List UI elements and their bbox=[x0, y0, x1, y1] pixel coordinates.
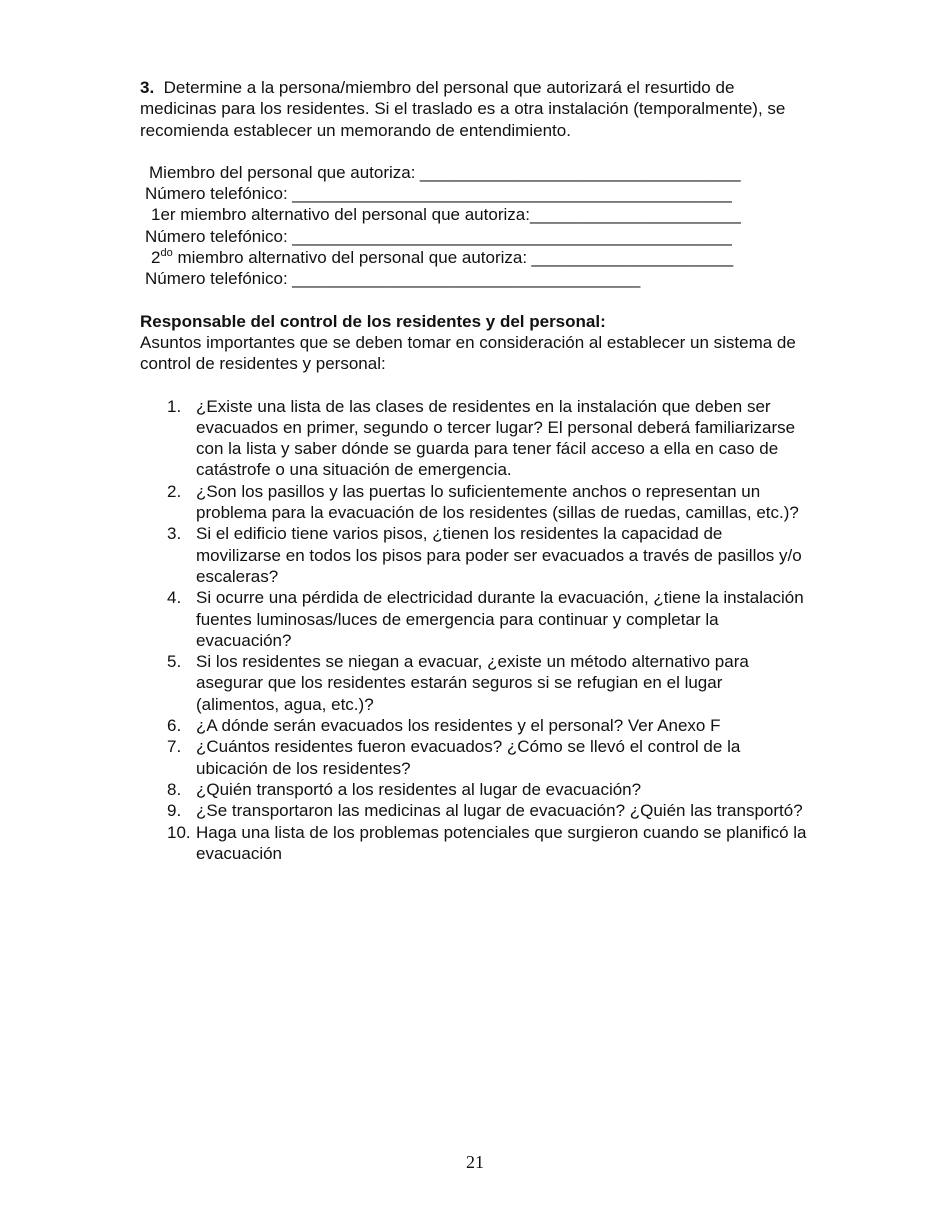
page-number: 21 bbox=[466, 1152, 484, 1172]
field-blank-line: ______________________ bbox=[527, 248, 733, 268]
field-label: Número telefónico: bbox=[145, 269, 288, 289]
field-blank-line: ________________________________________________ bbox=[287, 184, 732, 204]
control-section bbox=[140, 311, 810, 375]
list-item bbox=[140, 800, 810, 821]
list-item bbox=[140, 779, 810, 800]
list-item-number: 8. bbox=[167, 779, 182, 799]
list-item-number: 3. bbox=[167, 524, 182, 544]
field-blank-line: ___________________________________ bbox=[415, 162, 741, 182]
list-item bbox=[140, 651, 810, 715]
list-item-number: 9. bbox=[167, 801, 182, 821]
field-first-alternate bbox=[140, 204, 810, 225]
list-item-text: ¿Se transportaron las medicinas al lugar de evacuación? ¿Quién las transportó? bbox=[196, 801, 803, 821]
list-item bbox=[140, 822, 810, 865]
list-item-text: Haga una lista de los problemas potenciales que surgieron cuando se planificó la evacuación bbox=[196, 822, 807, 863]
list-item bbox=[140, 587, 810, 651]
list-item-text: ¿Cuántos residentes fueron evacuados? ¿Cómo se llevó el control de la ubicación de los residentes? bbox=[196, 737, 741, 778]
field-phone-3 bbox=[140, 268, 810, 289]
list-item bbox=[140, 481, 810, 524]
question-list bbox=[140, 396, 810, 865]
document-page bbox=[140, 77, 810, 864]
authorization-fields bbox=[140, 162, 810, 290]
field-label: Número telefónico: bbox=[145, 184, 288, 204]
section-text: Asuntos importantes que se deben tomar en consideración al establecer un sistema de control de residentes y personal: bbox=[140, 332, 796, 374]
intro-text: Determine a la persona/miembro del personal que autorizará el resurtido de medicinas para los residentes. Si el traslado es a otra instalación (temporalmente), se recomienda establecer un memorando de entendimiento. bbox=[140, 78, 786, 140]
list-item-number: 2. bbox=[167, 481, 182, 501]
list-item-number: 10. bbox=[167, 822, 191, 842]
field-label: Miembro del personal que autoriza: bbox=[149, 162, 416, 182]
field-label-superscript: do bbox=[160, 247, 173, 260]
list-item-text: ¿A dónde serán evacuados los residentes y el personal? Ver Anexo F bbox=[196, 716, 721, 736]
field-label: miembro alternativo del personal que autoriza: bbox=[172, 248, 528, 268]
field-label: 1er miembro alternativo del personal que autoriza: bbox=[151, 205, 530, 225]
list-item-text: Si el edificio tiene varios pisos, ¿tienen los residentes la capacidad de movilizarse en todos los pisos para poder ser evacuados a través de pasillos y/o escaleras? bbox=[196, 524, 802, 586]
list-item-text: ¿Son los pasillos y las puertas lo suficientemente anchos o representan un problema para la evacuación de los residentes (sillas de ruedas, camillas, etc.)? bbox=[196, 481, 799, 523]
list-item-number: 6. bbox=[167, 716, 182, 736]
section-title: Responsable del control de los residentes y del personal: bbox=[140, 311, 606, 331]
field-label-prefix: 2 bbox=[151, 248, 161, 268]
field-blank-line: _______________________ bbox=[529, 205, 741, 225]
list-item bbox=[140, 396, 810, 481]
list-item bbox=[140, 523, 810, 587]
field-phone-1 bbox=[140, 183, 810, 204]
field-label: Número telefónico: bbox=[145, 226, 288, 246]
list-item-number: 4. bbox=[167, 588, 182, 608]
field-authorizing-staff bbox=[140, 162, 810, 183]
list-item-number: 5. bbox=[167, 652, 182, 672]
field-second-alternate bbox=[140, 247, 810, 268]
intro-paragraph bbox=[140, 77, 810, 141]
list-item-text: Si los residentes se niegan a evacuar, ¿existe un método alternativo para asegurar que los residentes estarán seguros si se refugian en el lugar (alimentos, agua, etc.)? bbox=[196, 652, 749, 714]
list-item-number: 1. bbox=[167, 396, 182, 416]
field-phone-2 bbox=[140, 226, 810, 247]
field-blank-line: ______________________________________ bbox=[287, 269, 640, 289]
list-item-text: Si ocurre una pérdida de electricidad durante la evacuación, ¿tiene la instalación fuentes luminosas/luces de emergencia para continuar y completar la evacuación? bbox=[196, 588, 804, 650]
list-item bbox=[140, 736, 810, 779]
field-blank-line: ________________________________________________ bbox=[287, 226, 732, 246]
intro-number: 3. bbox=[140, 78, 155, 97]
list-item-number: 7. bbox=[167, 737, 182, 757]
list-item bbox=[140, 715, 810, 736]
list-item-text: ¿Quién transportó a los residentes al lugar de evacuación? bbox=[196, 779, 642, 799]
list-item-text: ¿Existe una lista de las clases de residentes en la instalación que deben ser evacuados en primer, segundo o tercer lugar? El personal deberá familiarizarse con la lista y saber dónde se guarda para tener fácil acceso a ella en caso de catástrofe o una situación de emergencia. bbox=[196, 396, 796, 480]
